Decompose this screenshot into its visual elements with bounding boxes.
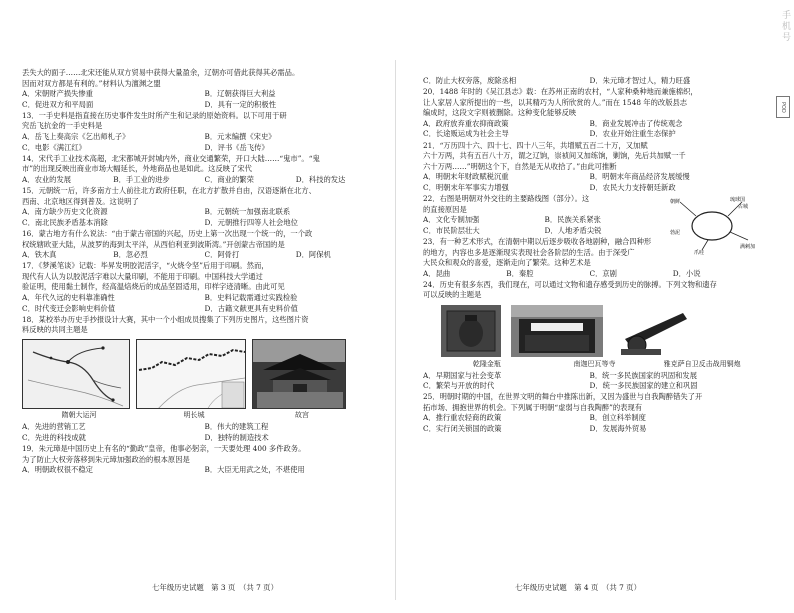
option-a: A．推行重农轻商的政策 (423, 413, 502, 423)
palace-image (253, 340, 346, 409)
option-a: A．政府放弃重农抑商政策 (423, 118, 509, 128)
great-wall-map (136, 339, 246, 409)
option-d: D．统一多民族国家的建立和巩固 (589, 381, 698, 391)
page-divider (395, 60, 396, 600)
option-d: D．古籍文献更具有史料价值 (204, 303, 298, 313)
q20-line-2: 让人家居人家所提出的一些，以其精巧为人所欣赏的人。”而在 1548 年的改版县志 (423, 97, 688, 107)
page-footer: 七年级历史试题 第 4 页 （共 7 页） (515, 583, 641, 592)
q17-line-2: 现代有人认为以胶泥活字难以大量印刷，不能用于印刷。中国科技大学通过 (22, 271, 263, 281)
option-b: B．明朝末年商品经济发展缓慢 (589, 172, 690, 182)
q13-line-2: 究岳飞抗金的一手史料是 (22, 121, 103, 131)
option-a: A．农业的发展 (22, 174, 72, 184)
option-a: A．明朝政权很不稳定 (22, 465, 93, 475)
q15-options-row2 (22, 218, 387, 229)
option-b: B．忽必烈 (113, 250, 148, 260)
caption-golden-urn: 乾隆金瓶 (472, 359, 501, 368)
option-d: D．阿保机 (295, 250, 331, 260)
option-c: C．防止大权旁落，废除丞相 (423, 76, 517, 85)
option-d: D．元朝推行四等人社会地位 (204, 217, 298, 227)
cannon-image (613, 305, 691, 357)
option-b: B．史料记载需通过实践检验 (204, 292, 298, 302)
caption-cannon: 雅克萨自卫反击战用铜炮 (663, 359, 741, 368)
caption-canal: 隋朝大运河 (61, 410, 97, 419)
wall-map-image (137, 340, 246, 409)
q16-line-2: 权统辖欧亚大陆，从波罗的海到太平洋，从西伯利亚到波斯湾。”开创蒙古帝国的是 (22, 239, 285, 249)
exam-page-4 (397, 0, 794, 613)
option-b: B．秦腔 (506, 268, 534, 278)
option-b: B．民族关系紧张 (544, 215, 601, 225)
option-c: C．长途贩运成为社会主导 (423, 129, 509, 139)
q21-line-2: 六十万两，共有五百八十万，谓之辽饷，崇祯间又加练饷，剿饷，先后共加赋一千 (423, 151, 686, 161)
q14-line-1: 14．宋代手工业技术高超，北宋都城开封城内外，商业交通繁荣，开口大陆……“鬼市”。“鬼 (22, 153, 320, 163)
q19-line-2: 为了防止大权旁落移到朱元璋加强政治的根本原因是 (22, 454, 190, 464)
q18-captions (22, 410, 387, 421)
bronze-cannon-photo (613, 305, 691, 357)
intro-line-2: 因而对双方都是有利的。”材料认为澶渊之盟 (22, 78, 161, 88)
q15-options-row1 (22, 207, 387, 218)
q24-options-row2 (423, 381, 756, 392)
forbidden-city-photo (252, 339, 346, 409)
option-b: B．大臣无用武之处，不堪使用 (204, 465, 305, 475)
intro-line-1: 丢失大的面子……北宋还能从双方贸易中获得大量盈余，辽朝亦可借此获得其必需品。 (22, 68, 300, 77)
watermark-badge: POD (776, 96, 790, 118)
q21-options-row2 (423, 183, 756, 194)
option-b: B．元朝统一加强南北联系 (204, 207, 291, 217)
option-d: D．独特的制造技术 (204, 433, 269, 443)
q13-options-row1 (22, 132, 387, 143)
q19-options (22, 465, 387, 476)
option-c: C．南北民族矛盾基本消除 (22, 217, 108, 227)
q21-line-1: 21．“万历四十六、四十七、四十八三年，共增赋五百二十万，又加赋 (423, 140, 648, 150)
q18-line-1: 18．某校举办历史手抄报设计大赛，其中一个小组成员搜集了下列历史图片，这些图片资 (22, 314, 309, 324)
temple-photo (511, 305, 603, 357)
option-a: A．年代久远的史料靠准确性 (22, 292, 115, 302)
q18-options-row1 (22, 422, 387, 433)
q19-options-cont (423, 76, 756, 87)
option-d: D．科技的发达 (295, 174, 346, 184)
caption-palace: 故宫 (295, 410, 309, 419)
option-a: A．早期国家与社会变革 (423, 370, 502, 380)
map-label-2: 琉球国 (730, 197, 746, 204)
q25-options-row2 (423, 424, 756, 435)
q13-line-1: 13．一手史料是指直接在历史事件发生时所产生和记录的原始资料。以下可用于研 (22, 110, 287, 120)
q24-captions (433, 359, 756, 370)
q20-line-3: 编成时，这段文字则被删除。这种变化能够反映 (423, 108, 577, 118)
grand-canal-map (22, 339, 130, 409)
q25-options-row1 (423, 413, 756, 424)
option-a: A．昆曲 (423, 268, 451, 278)
option-a: A．先进的营销工艺 (22, 422, 86, 432)
option-a: A．文化专制加强 (423, 215, 480, 225)
caption-wall: 明长城 (183, 410, 205, 419)
q15-line-2: 西南、北京地区得到普及。这说明了 (22, 196, 139, 206)
option-d: D．农民大力支持朝廷新政 (589, 182, 676, 192)
q20-options-row2 (423, 129, 756, 140)
q21-options-row1 (423, 172, 756, 183)
q25-line-2: 拓市场、拥抱世界的机会。下列属于明朝“虚弱与自我陶醉”的表现有 (423, 402, 643, 412)
option-d: D．评书《岳飞传》 (204, 142, 269, 152)
option-c: C．电影《满江红》 (22, 142, 86, 152)
option-d: D．发展海外贸易 (589, 424, 647, 434)
q22-line-1: 22．右图是明朝对外交往的主要路线图（部分）。这 (423, 194, 590, 204)
option-d: D．小说 (672, 268, 701, 278)
map-label-6: 勃泥 (670, 230, 681, 237)
q18-line-2: 料反映的共同主题是 (22, 325, 88, 335)
option-d: D．人地矛盾尖锐 (544, 225, 602, 235)
q19-line-1: 19．朱元璋是中国历史上有名的“勤政”皇帝，他事必躬亲，一天要处理 400 多件政务。 (22, 444, 306, 454)
left-column (22, 68, 387, 476)
q14-options (22, 175, 387, 186)
q13-options-row2 (22, 143, 387, 154)
q18-options-row2 (22, 433, 387, 444)
option-d: D．农业开始注重生态保护 (589, 129, 676, 139)
temple-image (511, 305, 603, 357)
exam-page-3 (0, 0, 395, 613)
q22-options-row1 (423, 215, 666, 226)
q18-figures (22, 339, 387, 409)
option-c: C．京剧 (589, 268, 617, 278)
q23-line-3: 大民众和观众的喜爱，逐渐走向了繁荣。这种艺术是 (423, 258, 591, 268)
canal-map-image (23, 340, 130, 409)
q24-line-1: 24．历史有很多东西，我们现在，可以通过文物和遗存感受到历史的脉搏。下列文物和遗存 (423, 279, 717, 289)
option-a: A．宋朝财产损失惨重 (22, 89, 93, 99)
option-a: A．铁木真 (22, 250, 57, 260)
q22-line-2: 的直接原因是 (423, 204, 467, 214)
q20-line-1: 20．1488 年时的《吴江县志》载：在苏州正南的农村，“人家种桑种地而兼施棉织， (423, 87, 698, 97)
option-a: A．岳飞上奏高宗《乞出师札子》 (22, 132, 130, 142)
q23-line-2: 的地方，内容也多是逐渐现实表现社会各阶层的生活。由于深受广 (423, 247, 635, 257)
q23-options (423, 269, 756, 280)
intro-options-row2 (22, 100, 387, 111)
intro-options-row1 (22, 89, 387, 100)
q24-line-2: 可以反映的主题是 (423, 290, 482, 300)
option-c: C．时代变迁会影响史料价值 (22, 303, 116, 313)
route-map (668, 194, 756, 256)
option-b: B．手工业的进步 (113, 174, 170, 184)
option-b: B．商业发展冲击了传统观念 (589, 118, 683, 128)
q17-options-row2 (22, 304, 387, 315)
watermark-text: 手机号 (780, 10, 790, 43)
q16-options (22, 250, 387, 261)
q21-line-3: 六十万两……”明朝这个下，自然是无从收拾了。”由此可推断 (423, 161, 617, 171)
golden-urn-photo (441, 305, 501, 357)
q23-line-1: 23．有一种艺术形式，在清朝中期以后逐步吸收各地剧种，融合四种形 (423, 236, 652, 246)
option-c: C．繁荣与开放的时代 (423, 381, 495, 391)
option-b: B．元末编撰《宋史》 (204, 132, 276, 142)
q22-options-row2 (423, 226, 666, 237)
q24-options-row1 (423, 371, 756, 382)
option-d: D．朱元璋才智过人，精力旺盛 (589, 76, 691, 85)
q20-options-row1 (423, 119, 756, 130)
option-c: C．阿骨打 (204, 250, 240, 260)
golden-urn-image (441, 305, 501, 357)
option-d: D．具有一定的积极性 (204, 99, 277, 109)
map-label-1: 朝鲜 (670, 199, 681, 206)
caption-temple: 南迦巴瓦等寺 (573, 359, 616, 368)
q15-line-1: 15．元朝统一后，许多南方士人前往北方政府任职，在北方扩散并自由，汉语逐渐在北方、 (22, 186, 316, 196)
option-c: C．先进的科技成就 (22, 433, 86, 443)
option-a: A．明朝末年财政赋税沉重 (423, 172, 509, 182)
option-c: C．市民阶层壮大 (423, 225, 480, 235)
q16-line-1: 16．蒙古地方有什么说法：“由于蒙古帝国的兴起，历史上第一次出现一个统一的，一个政 (22, 228, 313, 238)
option-b: B．辽朝获得巨大利益 (204, 89, 276, 99)
q24-figures (441, 305, 756, 357)
option-a: A．南方缺少历史文化资源 (22, 207, 108, 217)
map-label-5: 爪哇 (694, 250, 705, 257)
option-b: B．统一多民族国家的巩固和发展 (589, 370, 698, 380)
option-b: B．伟大的建筑工程 (204, 422, 269, 432)
option-c: C．促进双方和平局面 (22, 99, 94, 109)
option-c: C．实行闭关锁国的政策 (423, 424, 502, 434)
q17-line-3: 验证明，使用黏土制作，经高温焙烧后的成品坚固适用，印样字迹清晰。由此可见 (22, 282, 285, 292)
option-b: B．创立科举制度 (589, 413, 646, 423)
map-label-3: 占城 (738, 204, 749, 211)
page-footer: 七年级历史试题 第 3 页 （共 7 页） (152, 583, 278, 592)
route-map-image (668, 194, 756, 256)
option-c: C．明朝末年军事实力增强 (423, 182, 509, 192)
q17-line-1: 17．《梦溪笔谈》记载：毕昇发明胶泥活字，“火烧令坚”后用于印刷。然而， (22, 261, 269, 271)
q25-line-1: 25．明朝时期的中国，在世界文明的舞台中推陈出新，又因为盛世与自我陶醉错失了开 (423, 392, 703, 402)
map-label-4: 满剌加 (740, 244, 756, 251)
q14-line-2: 市”的出现反映出商业市场大幅延长，外地商品也是如此。这反映了宋代 (22, 164, 252, 174)
option-c: C．商业的繁荣 (204, 174, 254, 184)
right-column (423, 76, 756, 435)
q17-options-row1 (22, 293, 387, 304)
